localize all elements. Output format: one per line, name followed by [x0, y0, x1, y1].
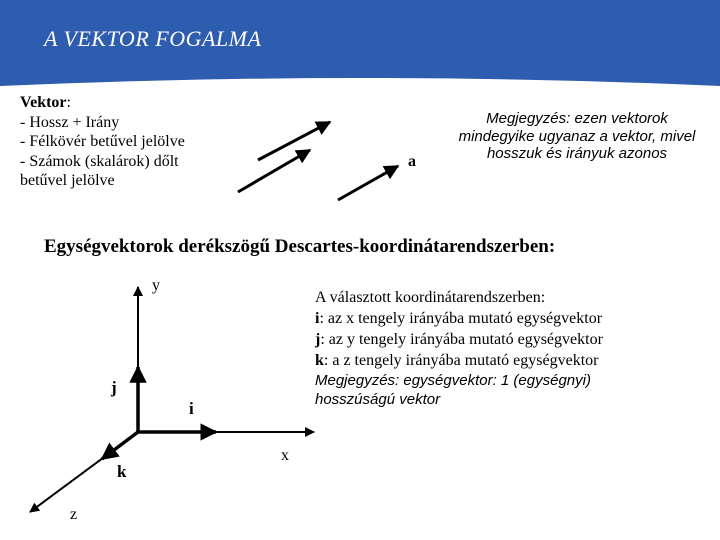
section-heading: Egységvektorok derékszögű Descartes-koordinátarendszerben:: [44, 236, 556, 257]
vector-arrow-3: [338, 166, 398, 200]
info-line-j: [315, 329, 715, 350]
unit-label-j: j: [111, 378, 117, 397]
definition-term-suffix: :: [66, 94, 71, 111]
info-key-i: i: [315, 310, 320, 327]
info-text-j: : az y tengely irányába mutató egységvektor: [320, 331, 603, 348]
info-line-k: [315, 350, 715, 371]
unit-label-k: k: [117, 462, 127, 481]
definition-line-3: - Számok (skalárok) dőlt: [20, 152, 179, 170]
note-same-vector: Megjegyzés: ezen vektorok mindegyike ugyanaz a vektor, mivel hosszuk és irányuk azonos: [458, 110, 696, 162]
axis-label-y: y: [152, 277, 160, 294]
info-text-i: : az x tengely irányába mutató egységvektor: [319, 310, 603, 327]
unit-vector-k: [102, 432, 138, 459]
definition-line-4: betűvel jelölve: [20, 172, 115, 189]
axis-label-z: z: [70, 506, 78, 523]
axis-label-x: x: [281, 447, 289, 464]
page-title: A VEKTOR FOGALMA: [44, 26, 262, 51]
unit-label-i: i: [189, 399, 194, 418]
info-note-line-2: hosszúságú vektor: [315, 391, 441, 408]
info-line-i: [315, 308, 715, 329]
definition-term: Vektor: [20, 94, 67, 111]
info-note-line-1: Megjegyzés: egységvektor: 1 (egységnyi): [315, 372, 591, 389]
definition-line-2: - Félkövér betűvel jelölve: [20, 133, 185, 150]
info-intro: A választott koordinátarendszerben:: [315, 289, 546, 306]
definition-line-1: - Hossz + Irány: [20, 113, 120, 131]
unit-vector-info: [315, 287, 715, 409]
vector-label-a: a: [408, 153, 416, 170]
vector-arrow-2: [238, 150, 310, 192]
info-key-k: k: [315, 352, 324, 369]
info-text-k: : a z tengely irányába mutató egységvektor: [323, 352, 599, 369]
info-key-j: j: [315, 331, 321, 348]
vector-arrow-1: [258, 122, 330, 160]
